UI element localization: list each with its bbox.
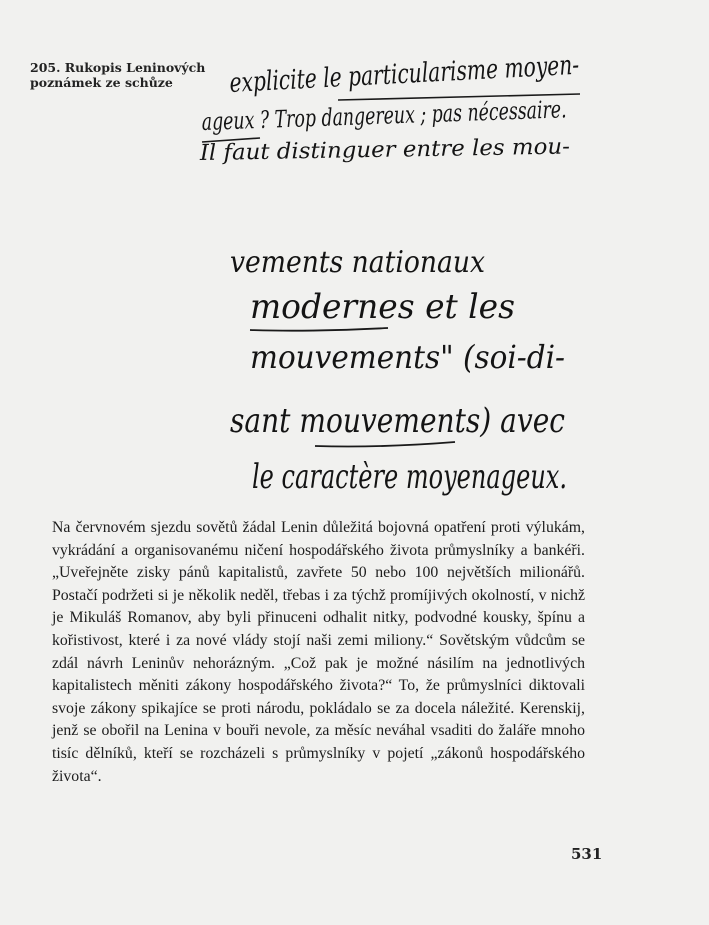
body-paragraph: Na červnovém sjezdu sovětů žádal Lenin důležitá bojovná opatření proti výlukám, vykrádání a organisovanému ničení hospodářského života průmyslníky a bankéři. „Uveřejněte zisky pánů kapitalistů, zavřete 50 nebo 100 největších milionářů. Postačí podržeti si je několik neděl, třebas i za týchž promíjivých okolností, v nichž je Mikuláš Romanov, aby byli přinuceni odhalit nitky, podvodné kousky, špínu a kořistivost, které i za nové vlády stojí naši zemi miliony.“ Sovětským vůdcům se zdál návrh Leninův nehorázným. „Což pak je možné násilím na jednotlivých kapitalistech měniti zákony hospodářského života?“ To, že průmyslníci diktovali svoje zákony spikajíce se proti národu, pokládalo se za docela náležité. Kerenskij, jenž se obořil na Lenina v bouři nevole, za měsíc neváhal vsaditi do žaláře mnoho tisíc dělníků, kteří se rozcházeli s průmyslníky v pojetí „zákonů hospodářského života“.	[52, 519, 585, 785]
handwritten-manuscript	[190, 43, 708, 510]
body-text	[52, 517, 585, 788]
manuscript-line-6: mouvements" (soi-di-	[250, 338, 565, 376]
manuscript-line-2: ageux ? Trop dangereux ; pas nécessaire.	[201, 90, 708, 136]
caption-line-2: poznámek ze schůze	[30, 75, 173, 90]
manuscript-line-5: modernes et les	[250, 287, 515, 327]
manuscript-line-8: le caractère moyenageux.	[252, 457, 567, 497]
manuscript-drawing	[190, 43, 708, 510]
underline-5	[250, 328, 388, 331]
underline-7	[315, 442, 455, 447]
manuscript-line-4: vements nationaux	[230, 245, 486, 280]
manuscript-line-3: Il faut distinguer entre les mou-	[199, 134, 556, 166]
caption-line-1: 205. Rukopis Leninových	[30, 60, 206, 75]
page-number: 531	[571, 845, 603, 863]
manuscript-line-1: explicite le particularisme moyen-	[228, 43, 697, 99]
manuscript-line-7: sant mouvements) avec	[230, 401, 565, 441]
